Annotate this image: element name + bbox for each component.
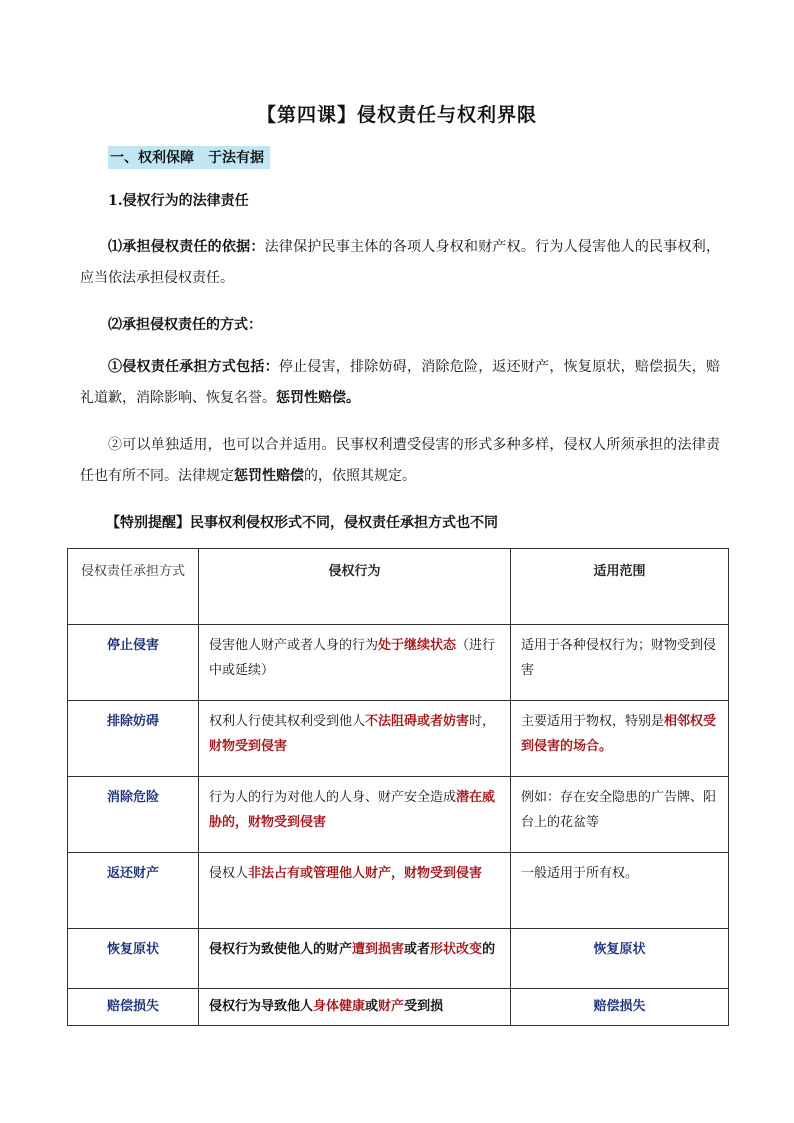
cell-highlight: 处于继续状态 [378, 638, 457, 653]
section-heading: 一、权利保障 于法有据 [108, 146, 270, 169]
cell-highlight: 身体健康 [313, 999, 366, 1014]
paragraph-text: 法律保护民事主体的各项人身权和财产权。行为人侵害他人的民事权利，应当依法承担侵权责任。 [80, 239, 721, 286]
cell-highlight: 不法阻碍或者妨害 [365, 714, 470, 729]
table-row [68, 625, 729, 701]
header-cell: 侵权行为 [199, 549, 511, 625]
cell-text: 侵权行为导致他人 [209, 999, 314, 1014]
cell-text: 侵权人 [209, 866, 249, 881]
cell-text: 主要适用于物权，特别是 [521, 714, 665, 729]
paragraph-label: ⑵承担侵权责任的方式： [108, 317, 262, 333]
header-cell: 适用范围 [511, 549, 729, 625]
cell-highlight: 财物受到侵害 [209, 739, 288, 754]
table-header-row [68, 549, 729, 625]
cell-text: 或者 [404, 942, 431, 957]
cell-text: 侵害他人财产或者人身的行为 [209, 638, 379, 653]
method-name: 停止侵害 [68, 625, 199, 701]
table-row [68, 929, 729, 989]
paragraph-text: ②可以单独适用，也可以合并适用。民事权利遭受侵害的形式多种多样，侵权人所须承担的法律责任也有所不同。法律规定 [80, 437, 720, 484]
cell-text: 权利人行使其权利受到他人 [209, 714, 366, 729]
cell-highlight: 非法占有或管理他人财产，财物受到侵害 [248, 866, 483, 881]
paragraph-emphasis: 惩罚性赔偿。 [276, 390, 360, 406]
special-reminder: 【特别提醒】民事权利侵权形式不同，侵权责任承担方式也不同 [106, 515, 498, 531]
table-row [68, 777, 729, 853]
cell-text: 或 [365, 999, 379, 1014]
method-name: 赔偿损失 [68, 989, 199, 1026]
liability-table [67, 548, 729, 1026]
behavior-cell [199, 625, 511, 701]
behavior-cell [199, 929, 511, 989]
method-name: 消除危险 [68, 777, 199, 853]
cell-text: （进行中或延续） [209, 638, 496, 678]
behavior-cell [199, 777, 511, 853]
header-cell: 侵权责任承担方式 [68, 549, 199, 625]
scope-cell [511, 701, 729, 777]
paragraph-label: ①侵权责任承担方式包括： [108, 359, 279, 375]
paragraph-application [80, 430, 720, 492]
paragraph-emphasis: 惩罚性赔偿 [234, 468, 304, 484]
scope-cell: 恢复原状 [511, 929, 729, 989]
cell-text: 的 [482, 942, 496, 957]
behavior-cell [199, 701, 511, 777]
paragraph-label: ⑴承担侵权责任的依据： [108, 239, 265, 255]
cell-highlight: 相邻权受到侵害的场合。 [521, 714, 717, 754]
scope-cell: 例如：存在安全隐患的广告牌、阳台上的花盆等 [511, 777, 729, 853]
cell-highlight: 形状改变 [430, 942, 483, 957]
cell-highlight: 财产 [378, 999, 405, 1014]
cell-text: 侵权行为致使他人的财产 [209, 942, 353, 957]
table-row [68, 853, 729, 929]
cell-highlight: 遭到损害 [352, 942, 405, 957]
method-name: 排除妨碍 [68, 701, 199, 777]
method-name: 返还财产 [68, 853, 199, 929]
cell-highlight: 潜在威胁的，财物受到侵害 [209, 790, 496, 830]
cell-text: 行为人的行为对他人的人身、财产安全造成 [209, 790, 457, 805]
table-row [68, 989, 729, 1026]
paragraph-methods-list [80, 352, 720, 414]
cell-text: 受到损 [404, 999, 444, 1014]
behavior-cell [199, 989, 511, 1026]
table-row [68, 701, 729, 777]
behavior-cell [199, 853, 511, 929]
subsection-heading: 1.侵权行为的法律责任 [108, 193, 249, 209]
scope-cell: 适用于各种侵权行为；财物受到侵害 [511, 625, 729, 701]
paragraph-text: 停止侵害，排除妨碍，消除危险，返还财产，恢复原状，赔偿损失，赔礼道歉，消除影响、恢复名誉。 [80, 359, 721, 406]
scope-cell: 赔偿损失 [511, 989, 729, 1026]
scope-cell: 一般适用于所有权。 [511, 853, 729, 929]
page-title: 【第四课】侵权责任与权利界限 [256, 104, 537, 126]
cell-text: 时， [469, 714, 496, 729]
method-name: 恢复原状 [68, 929, 199, 989]
paragraph-text: 的，依照其规定。 [304, 468, 416, 484]
paragraph-methods [80, 310, 720, 341]
paragraph-basis [80, 232, 720, 294]
